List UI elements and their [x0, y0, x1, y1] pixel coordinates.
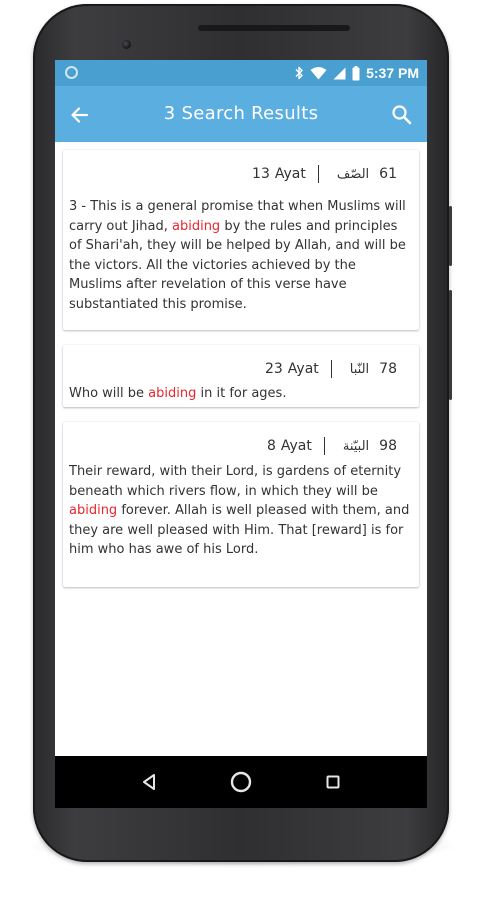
earpiece-speaker	[198, 25, 350, 31]
result-text: Who will be abiding in it for ages.	[69, 386, 287, 401]
surah-number: 98	[379, 438, 397, 454]
nav-back-button[interactable]	[135, 768, 163, 796]
surah-number: 61	[379, 166, 397, 182]
header-divider	[324, 437, 325, 455]
search-result-card[interactable]	[63, 150, 419, 330]
result-header	[267, 436, 397, 456]
result-text: 3 - This is a general promise that when Muslims will carry out Jihad, abiding by the rules and principles of Shari'ah, they will be helped by Allah, and will be the victors. All the victories achieved by the Muslims after revelation of this verse have substantiated this promise.	[69, 199, 406, 312]
highlighted-term: abiding	[172, 218, 221, 234]
status-icons	[294, 60, 419, 86]
triangle-back-icon	[135, 768, 163, 796]
status-bar	[55, 60, 427, 86]
bluetooth-icon	[294, 66, 304, 80]
surah-name: الصّف	[336, 166, 370, 182]
search-button[interactable]	[387, 100, 417, 130]
power-button	[449, 206, 452, 266]
system-nav-bar	[55, 756, 427, 808]
front-camera	[122, 40, 131, 49]
wifi-icon	[310, 67, 327, 80]
highlighted-term: abiding	[69, 503, 118, 519]
surah-name: البيّنة	[342, 438, 370, 454]
header-divider	[331, 360, 332, 378]
app-bar	[55, 86, 427, 142]
search-icon	[387, 100, 417, 130]
search-result-card[interactable]	[63, 345, 419, 407]
battery-icon	[352, 66, 360, 81]
result-header	[265, 359, 397, 379]
highlighted-term: abiding	[148, 386, 197, 401]
page-title: 3 Search Results	[163, 103, 319, 124]
ayat-reference: 8 Ayat	[266, 438, 312, 454]
nav-home-button[interactable]	[227, 768, 255, 796]
notification-circle-icon	[65, 66, 78, 79]
surah-name: النّبا	[349, 361, 370, 377]
screen	[55, 60, 427, 808]
search-result-card[interactable]	[63, 422, 419, 587]
ayat-reference: 23 Ayat	[264, 361, 319, 377]
ayat-reference: 13 Ayat	[252, 166, 306, 182]
signal-icon	[333, 67, 346, 80]
result-header	[252, 164, 397, 184]
surah-number: 78	[379, 361, 397, 377]
search-results-list	[55, 142, 427, 756]
circle-home-icon	[227, 768, 255, 796]
volume-rocker	[449, 290, 452, 400]
nav-recents-button[interactable]	[319, 768, 347, 796]
square-recents-icon	[319, 768, 347, 796]
status-time: 5:37 PM	[366, 65, 419, 81]
result-text: Their reward, with their Lord, is gardens of eternity beneath which rivers flow, in which they will be abiding forever. Allah is well pleased with them, and they are well pleased with Him. That [reward] is for him who has awe of his Lord.	[69, 464, 410, 558]
header-divider	[318, 165, 319, 183]
